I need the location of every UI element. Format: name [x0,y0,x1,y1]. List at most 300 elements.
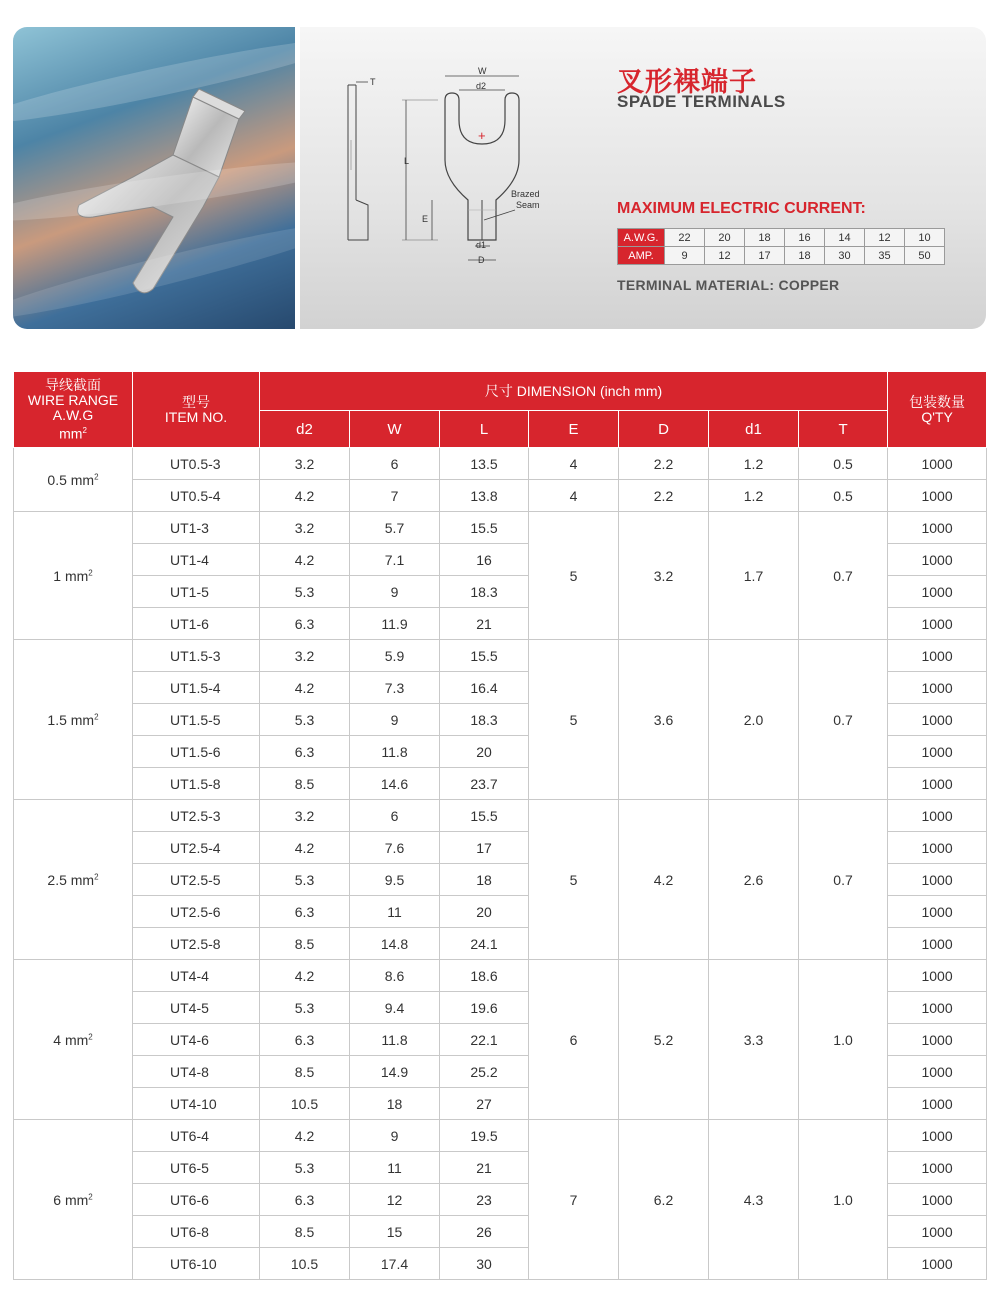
w-cell [350,832,440,864]
l-cell-value: 21 [476,615,492,632]
d1-cell-value: 1.7 [743,567,764,584]
d2-cell [260,480,350,512]
w-cell-value: 11 [387,903,402,920]
l-cell-value: 15.5 [470,807,498,824]
d2-cell [260,960,350,992]
qty-cell-value: 1000 [921,1223,953,1240]
d1-cell-value: 4.3 [743,1191,764,1208]
d-cell [619,960,709,1120]
table-row [14,1120,987,1152]
l-cell [440,1216,529,1248]
l-cell [440,1152,529,1184]
e-cell [529,480,619,512]
wire-range-cell-value: 6 mm [53,1191,89,1208]
qty-cell [888,928,987,960]
item-cell-value: UT2.5-5 [170,871,221,888]
qty-cell-value: 1000 [921,1031,953,1048]
l-cell [440,480,529,512]
qty-cell-value: 1000 [921,1159,953,1176]
t-cell-value: 1.0 [833,1191,853,1208]
dimension-header: 尺寸 DIMENSION (inch mm) [260,372,888,411]
w-cell-value: 17.4 [380,1255,409,1272]
w-cell-value: 9 [390,583,399,600]
qty-cell [888,640,987,672]
d2-cell [260,608,350,640]
d2-cell [260,832,350,864]
e-cell [529,800,619,960]
l-cell-value: 24.1 [470,935,498,952]
d2-cell [260,1184,350,1216]
qty-cell [888,704,987,736]
w-cell [350,992,440,1024]
qty-cell-value: 1000 [921,743,953,760]
d2-cell-value: 3.2 [294,647,315,664]
d-cell-value: 3.2 [653,567,674,584]
awg-cell: 22 [665,229,705,247]
awg-cell: 18 [745,229,785,247]
l-cell [440,1056,529,1088]
t-cell-value: 1.0 [833,1031,853,1048]
col-header-e: E [529,411,619,448]
item-cell-value: UT4-5 [170,999,209,1016]
dim-label-d1: d1 [476,240,487,250]
d2-cell-value: 5.3 [294,711,315,728]
w-cell [350,1056,440,1088]
qty-cell-value: 1000 [921,1255,953,1272]
w-cell [350,864,440,896]
qty-cell-value: 1000 [921,807,953,824]
d2-cell-value: 5.3 [294,583,315,600]
e-cell-value: 4 [569,455,578,472]
qty-cell-value: 1000 [921,455,953,472]
d2-cell [260,992,350,1024]
l-cell-value: 22.1 [470,1031,498,1048]
max-current-title: MAXIMUM ELECTRIC CURRENT: [617,200,866,217]
w-cell [350,800,440,832]
l-cell [440,832,529,864]
w-cell-value: 8.6 [384,967,405,984]
e-cell-value: 6 [569,1031,578,1048]
qty-cell-value: 1000 [921,711,953,728]
wire-range-cell-value: 4 mm [53,1031,89,1048]
item-cell-value: UT2.5-8 [170,935,221,952]
d-cell [619,640,709,800]
l-cell [440,864,529,896]
w-cell [350,736,440,768]
t-cell [799,512,888,640]
item-cell-value: UT1.5-6 [170,743,221,760]
amp-cell: 35 [865,247,905,265]
qty-cell [888,1056,987,1088]
item-cell-value: UT4-8 [170,1063,209,1080]
d1-cell-value: 1.2 [743,455,764,472]
w-cell-value: 9 [390,711,399,728]
t-cell [799,448,888,480]
w-cell [350,1184,440,1216]
d2-cell [260,448,350,480]
qty-cell-value: 1000 [921,615,953,632]
qty-cell [888,1024,987,1056]
dim-label-d2: d2 [476,81,487,91]
w-cell [350,960,440,992]
l-cell-value: 23 [476,1191,492,1208]
wire-range-cell: 0.5 $mm^2$ [14,448,133,512]
w-cell-value: 14.9 [380,1063,409,1080]
w-cell-value: 9.4 [384,999,405,1016]
d-cell [619,480,709,512]
l-cell [440,640,529,672]
d2-cell-value: 5.3 [294,999,315,1016]
w-cell-value: 7.6 [384,839,405,856]
title-en: SPADE TERMINALS [617,92,786,111]
awg-row [618,229,945,247]
col-header-w: W [350,411,440,448]
qty-cell [888,1248,987,1280]
t-cell-value: 0.7 [833,871,853,888]
product-photo [13,27,295,329]
d1-cell-value: 2.0 [743,711,764,728]
d2-cell [260,1056,350,1088]
awg-cell: 10 [905,229,945,247]
l-cell [440,704,529,736]
w-cell-value: 7.3 [384,679,405,696]
w-cell [350,640,440,672]
table-row [14,448,987,480]
item-cell [133,896,260,928]
item-cell-value: UT4-6 [170,1031,209,1048]
t-cell [799,640,888,800]
l-cell-value: 21 [476,1159,492,1176]
item-cell-value: UT1-6 [170,615,209,632]
w-cell-value: 5.9 [384,647,405,664]
qty-cell [888,448,987,480]
item-cell [133,864,260,896]
qty-cell-value: 1000 [921,903,953,920]
d-cell [619,512,709,640]
qty-cn: 包装数量 [909,393,966,410]
item-cell [133,1024,260,1056]
w-cell-value: 7.1 [384,551,405,568]
d-cell-value: 3.6 [653,711,674,728]
col-header-d1: d1 [709,411,799,448]
item-cell [133,928,260,960]
d2-cell-value: 8.5 [294,1063,315,1080]
qty-cell [888,768,987,800]
seam-label: Seam [516,200,540,210]
w-cell [350,512,440,544]
w-cell [350,1120,440,1152]
l-cell-value: 16 [476,551,492,568]
e-cell-value: 5 [569,871,578,888]
col-header-d: D [619,411,709,448]
l-cell [440,1184,529,1216]
dim-label-d: D [478,255,485,265]
w-cell [350,1024,440,1056]
qty-cell-value: 1000 [921,999,953,1016]
item-en: ITEM NO. [164,408,228,425]
d2-cell-value: 6.3 [294,615,315,632]
l-cell [440,1248,529,1280]
d2-cell-value: 5.3 [294,871,315,888]
w-cell [350,672,440,704]
qty-cell [888,512,987,544]
qty-cell [888,736,987,768]
d2-cell-value: 3.2 [294,519,315,536]
qty-cell [888,832,987,864]
w-cell-value: 14.6 [380,775,409,792]
l-cell [440,768,529,800]
item-cell [133,1056,260,1088]
d2-cell [260,768,350,800]
l-cell-value: 20 [476,743,492,760]
qty-cell-value: 1000 [921,519,953,536]
amp-label: AMP. [618,247,665,265]
qty-cell-value: 1000 [921,583,953,600]
qty-cell [888,992,987,1024]
d2-cell [260,704,350,736]
w-cell-value: 9.5 [384,871,405,888]
d-cell [619,1120,709,1280]
l-cell-value: 19.6 [470,999,498,1016]
w-cell-value: 14.8 [380,935,409,952]
qty-cell [888,544,987,576]
l-cell-value: 20 [476,903,492,920]
item-cell [133,1216,260,1248]
wire-range-cell: 4 $mm^2$ [14,960,133,1120]
wire-range-cell-value: 2.5 mm [47,871,95,888]
table-row [14,640,987,672]
wire-range-header: 导线截面 WIRE RANGE A.W.G $mm^2$ [14,372,133,448]
spec-table [13,371,987,1280]
dim-label-e: E [422,214,429,224]
item-cell-value: UT6-4 [170,1127,209,1144]
d2-cell [260,544,350,576]
item-cell-value: UT6-8 [170,1223,209,1240]
w-cell [350,768,440,800]
qty-cell-value: 1000 [921,775,953,792]
awg-cell: 12 [865,229,905,247]
e-cell-value: 5 [569,711,578,728]
table-row [14,800,987,832]
qty-cell-value: 1000 [921,1191,953,1208]
qty-cell [888,800,987,832]
item-cell [133,640,260,672]
d2-cell-value: 3.2 [294,807,315,824]
qty-cell-value: 1000 [921,487,953,504]
brazed-label: Brazed [511,189,540,199]
item-cell-value: UT6-6 [170,1191,209,1208]
d2-cell-value: 6.3 [294,1031,315,1048]
l-cell [440,928,529,960]
item-cell-value: UT0.5-4 [170,487,221,504]
d2-cell [260,1248,350,1280]
item-cell [133,736,260,768]
qty-header [888,372,987,448]
wire-range-cell: 1.5 $mm^2$ [14,640,133,800]
item-cell-value: UT6-5 [170,1159,209,1176]
d2-cell-value: 6.3 [294,1191,315,1208]
w-cell [350,448,440,480]
awg-cell: 14 [825,229,865,247]
qty-cell [888,1216,987,1248]
amp-cell: 12 [705,247,745,265]
l-cell-value: 18.3 [470,583,498,600]
d1-cell [709,640,799,800]
l-cell-value: 13.8 [470,487,498,504]
d2-cell [260,800,350,832]
l-cell-value: 18.6 [470,967,498,984]
d2-cell-value: 8.5 [294,1223,315,1240]
item-cell-value: UT1-3 [170,519,209,536]
d2-cell [260,672,350,704]
t-cell-value: 0.5 [833,487,853,504]
l-cell-value: 18.3 [470,711,498,728]
d2-cell-value: 8.5 [294,775,315,792]
l-cell-value: 18 [476,871,492,888]
item-cell-value: UT4-4 [170,967,209,984]
current-table [617,228,945,265]
d1-cell [709,448,799,480]
d2-cell [260,736,350,768]
w-cell-value: 7 [390,487,399,504]
terminal-material: TERMINAL MATERIAL: COPPER [617,277,840,293]
w-cell-value: 6 [390,807,399,824]
wire-range-en: WIRE RANGE [27,391,119,408]
d2-cell-value: 10.5 [290,1095,319,1112]
item-cell [133,1248,260,1280]
col-header-t: T [799,411,888,448]
d2-cell [260,928,350,960]
qty-cell [888,1088,987,1120]
t-cell-value: 0.7 [833,567,853,584]
dim-label-w: W [478,66,487,76]
qty-cell-value: 1000 [921,1063,953,1080]
d2-cell [260,1088,350,1120]
d2-cell [260,896,350,928]
qty-cell [888,1120,987,1152]
w-cell-value: 11.8 [381,1031,408,1048]
t-cell-value: 0.5 [833,455,853,472]
item-cell [133,1088,260,1120]
w-cell [350,704,440,736]
col-header-d2: d2 [260,411,350,448]
d1-cell-value: 3.3 [743,1031,764,1048]
d1-cell-value: 1.2 [743,487,764,504]
wire-range-cell: 2.5 $mm^2$ [14,800,133,960]
e-cell [529,448,619,480]
l-cell [440,1024,529,1056]
item-cell-value: UT1.5-8 [170,775,221,792]
d1-cell-value: 2.6 [743,871,764,888]
d2-cell [260,576,350,608]
qty-cell-value: 1000 [921,967,953,984]
l-cell-value: 25.2 [470,1063,498,1080]
item-cell-value: UT2.5-4 [170,839,221,856]
l-cell [440,448,529,480]
d1-cell [709,1120,799,1280]
w-cell-value: 9 [390,1127,399,1144]
item-cell-value: UT1-4 [170,551,209,568]
dimension-diagram [320,60,560,270]
d2-cell-value: 4.2 [294,551,315,568]
l-cell [440,512,529,544]
item-cell-value: UT0.5-3 [170,455,221,472]
item-cell [133,576,260,608]
wire-range-cell: 1 $mm^2$ [14,512,133,640]
item-cell [133,832,260,864]
d2-cell-value: 4.2 [294,679,315,696]
l-cell-value: 15.5 [470,519,498,536]
l-cell-value: 30 [476,1255,492,1272]
d2-cell [260,1120,350,1152]
item-cell-value: UT1.5-3 [170,647,221,664]
d2-cell-value: 6.3 [294,743,315,760]
item-header [133,372,260,448]
l-cell [440,896,529,928]
qty-cell [888,480,987,512]
t-cell [799,480,888,512]
d2-cell-value: 8.5 [294,935,315,952]
w-cell [350,1088,440,1120]
awg-label: A.W.G. [618,229,665,247]
d2-cell [260,512,350,544]
w-cell [350,544,440,576]
qty-cell [888,864,987,896]
d-cell [619,448,709,480]
amp-cell: 30 [825,247,865,265]
wire-range-cell-value: 1.5 mm [47,711,95,728]
l-cell [440,1120,529,1152]
amp-cell: 17 [745,247,785,265]
item-cell [133,1184,260,1216]
item-cn: 型号 [182,393,210,410]
mm-header: mm [59,425,83,442]
qty-cell-value: 1000 [921,935,953,952]
d2-cell-value: 4.2 [294,839,315,856]
l-cell [440,576,529,608]
d2-cell-value: 6.3 [294,903,315,920]
e-cell [529,1120,619,1280]
qty-cell [888,896,987,928]
item-cell-value: UT1-5 [170,583,209,600]
item-cell [133,480,260,512]
awg-cell: 20 [705,229,745,247]
d1-cell [709,512,799,640]
title-cn: 叉形裸端子 [617,67,757,98]
wire-range-cell: 6 $mm^2$ [14,1120,133,1280]
item-cell-value: UT1.5-4 [170,679,221,696]
table-row [14,960,987,992]
d-cell-value: 6.2 [653,1191,674,1208]
qty-cell-value: 1000 [921,839,953,856]
d2-cell [260,1152,350,1184]
qty-cell-value: 1000 [921,1095,953,1112]
amp-row [618,247,945,265]
w-cell-value: 11 [387,1159,402,1176]
wire-range-cell-value: 0.5 mm [47,471,95,488]
w-cell [350,896,440,928]
qty-cell [888,1184,987,1216]
d2-cell-value: 5.3 [294,1159,315,1176]
qty-cell [888,1152,987,1184]
w-cell-value: 15 [386,1223,403,1240]
l-cell [440,544,529,576]
item-cell [133,448,260,480]
w-cell [350,480,440,512]
e-cell-value: 7 [569,1191,578,1208]
w-cell-value: 12 [386,1191,403,1208]
d-cell-value: 2.2 [653,455,674,472]
